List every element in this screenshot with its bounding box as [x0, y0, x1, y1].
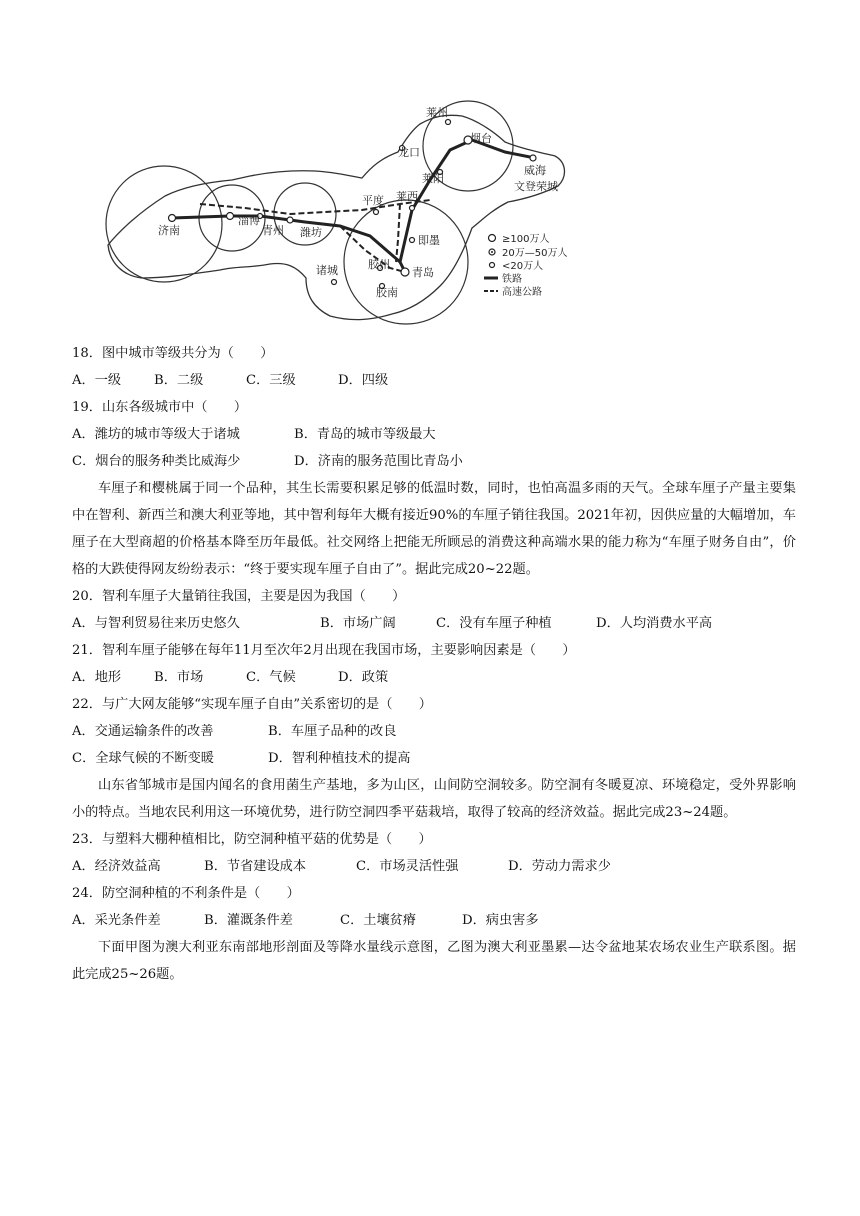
option-22a[interactable]: A．交通运输条件的改善: [72, 724, 214, 739]
city-label-longkou: 龙口: [398, 146, 420, 159]
option-21d[interactable]: D．政策: [338, 670, 389, 685]
legend-highway: 高速公路: [502, 287, 542, 298]
city-label-laiyang: 莱阳: [422, 172, 444, 185]
passage-mushrooms: 山东省邹城市是国内闻名的食用菌生产基地，多为山区，山间防空洞较多。防空洞有冬暖夏凉、环境稳定，受外界影响小的特点。当地农民利用这一环境优势，进行防空洞四季平菇栽培，取得了较高的经济效益。据此完成23~24题。: [72, 778, 796, 820]
question-23-stem: 23．与塑料大棚种植相比，防空洞种植平菇的优势是（ ）: [72, 832, 432, 847]
question-22-options-row1: [72, 718, 796, 745]
option-22d[interactable]: D．智利种植技术的提高: [268, 751, 411, 766]
option-24d[interactable]: D．病虫害多: [462, 913, 539, 928]
option-20c[interactable]: C．没有车厘子种植: [436, 616, 552, 631]
option-23b[interactable]: B．节省建设成本: [204, 859, 307, 874]
question-22-options-row2: [72, 745, 796, 772]
option-23a[interactable]: A．经济效益高: [72, 859, 161, 874]
question-20-stem: 20．智利车厘子大量销往我国，主要是因为我国（ ）: [72, 589, 406, 604]
option-18d[interactable]: D．四级: [338, 373, 389, 388]
option-20a[interactable]: A．与智利贸易往来历史悠久: [72, 616, 240, 631]
passage-australia: 下面甲图为澳大利亚东南部地形剖面及等降水量线示意图，乙图为澳大利亚墨累—达令盆地某农场农业生产联系图。据此完成25~26题。: [72, 940, 796, 982]
city-label-weihai: 威海: [524, 164, 546, 177]
city-label-laizhou: 莱州: [426, 106, 448, 119]
option-18c[interactable]: C．三级: [246, 373, 296, 388]
option-24c[interactable]: C．土壤贫瘠: [340, 913, 417, 928]
option-21c[interactable]: C．气候: [246, 670, 296, 685]
question-23-options: [72, 853, 796, 880]
option-18a[interactable]: A．一级: [72, 373, 122, 388]
question-19-options-row2: [72, 448, 796, 475]
option-24a[interactable]: A．采光条件差: [72, 913, 161, 928]
city-label-wendeng-rongcheng: 文登荣城: [514, 180, 558, 193]
city-label-qingdao: 青岛: [412, 266, 434, 279]
question-20-options: [72, 610, 796, 637]
option-22c[interactable]: C．全球气候的不断变暖: [72, 751, 214, 766]
option-21a[interactable]: A．地形: [72, 670, 122, 685]
question-24-options: [72, 907, 796, 934]
city-label-pingdu: 平度: [362, 194, 384, 207]
city-label-zhucheng: 诸城: [316, 264, 338, 277]
option-19a[interactable]: A．潍坊的城市等级大于诸城: [72, 427, 240, 442]
question-22-stem: 22．与广大网友能够“实现车厘子自由”关系密切的是（ ）: [72, 697, 432, 712]
legend-large-city: ≥100万人: [502, 234, 550, 245]
question-19-stem: 19．山东各级城市中（ ）: [72, 400, 248, 415]
option-19c[interactable]: C．烟台的服务种类比威海少: [72, 454, 241, 469]
option-19d[interactable]: D．济南的服务范围比青岛小: [294, 454, 463, 469]
option-23d[interactable]: D．劳动力需求少: [508, 859, 611, 874]
city-label-laixi: 莱西: [396, 190, 418, 203]
city-label-weifang: 潍坊: [300, 226, 322, 239]
passage-cherries: 车厘子和樱桃属于同一个品种，其生长需要积累足够的低温时数，同时，也怕高温多雨的天气。全球车厘子产量主要集中在智利、新西兰和澳大利亚等地，其中智利每年大概有接近90%的车厘子销往我国。2021年初，因供应量的大幅增加，车厘子在大型商超的价格基本降至历年最低。社交网络上把能无所顾忌的消费这种高端水果的能力称为“车厘子财务自由”，价格的大跌使得网友纷纷表示：“终于要实现车厘子自由了”。据此完成20~22题。: [72, 481, 796, 577]
question-19-options-row1: [72, 421, 796, 448]
option-19b[interactable]: B．青岛的城市等级最大: [294, 427, 436, 442]
option-20b[interactable]: B．市场广阔: [320, 616, 396, 631]
option-24b[interactable]: B．灌溉条件差: [204, 913, 293, 928]
service-range-qingdao: [344, 200, 468, 324]
city-label-zibo: 淄博: [238, 214, 260, 227]
option-18b[interactable]: B．二级: [154, 373, 204, 388]
option-20d[interactable]: D．人均消费水平高: [596, 616, 713, 631]
option-23c[interactable]: C．市场灵活性强: [356, 859, 459, 874]
question-18-options: [72, 367, 796, 394]
question-content: [72, 340, 796, 988]
map-legend: [484, 232, 567, 298]
legend-railway: 铁路: [502, 274, 522, 285]
city-label-yantai: 烟台: [470, 132, 492, 145]
shandong-city-map: [100, 100, 580, 330]
city-label-jiaozhou: 胶州: [368, 258, 390, 271]
option-22b[interactable]: B．车厘子品种的改良: [268, 724, 397, 739]
legend-medium-city: 20万—50万人: [502, 248, 568, 259]
legend-small-city: <20万人: [502, 261, 544, 272]
city-label-jinan: 济南: [158, 224, 180, 237]
option-21b[interactable]: B．市场: [154, 670, 204, 685]
question-24-stem: 24．防空洞种植的不利条件是（ ）: [72, 886, 300, 901]
city-label-qingzhou: 青州: [262, 224, 284, 237]
question-21-stem: 21．智利车厘子能够在每年11月至次年2月出现在我国市场，主要影响因素是（ ）: [72, 643, 576, 658]
question-21-options: [72, 664, 796, 691]
city-label-jiaonan: 胶南: [376, 286, 398, 299]
city-label-jimo: 即墨: [418, 234, 440, 247]
railway-line: [172, 140, 535, 272]
question-18-stem: 18．图中城市等级共分为（ ）: [72, 346, 274, 361]
